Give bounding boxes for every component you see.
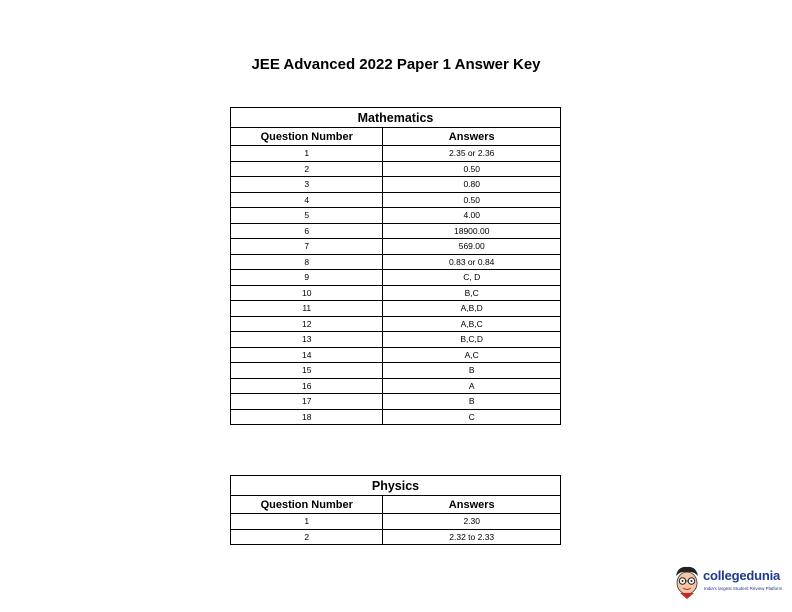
answer-cell: C [383,409,561,425]
question-number-cell: 5 [231,208,383,224]
table-row [231,529,561,545]
answer-cell: B [383,363,561,379]
question-number-cell: 12 [231,316,383,332]
answer-cell: 18900.00 [383,223,561,239]
table-row [231,285,561,301]
question-number-cell: 1 [231,514,383,530]
table-row [231,514,561,530]
answer-cell: A,B,C [383,316,561,332]
question-number-cell: 14 [231,347,383,363]
answer-cell: B,C,D [383,332,561,348]
table-row [231,177,561,193]
question-number-cell: 4 [231,192,383,208]
question-number-cell: 1 [231,146,383,162]
answer-cell: A,C [383,347,561,363]
answer-cell: 0.83 or 0.84 [383,254,561,270]
answer-cell: 569.00 [383,239,561,255]
table-row [231,146,561,162]
answer-cell: 4.00 [383,208,561,224]
table-row [231,301,561,317]
answer-cell: 0.50 [383,192,561,208]
answer-cell: B,C [383,285,561,301]
question-number-cell: 11 [231,301,383,317]
table-row [231,378,561,394]
answers-header: Answers [383,128,561,146]
mathematics-heading: Mathematics [231,108,561,128]
question-number-cell: 13 [231,332,383,348]
question-number-cell: 17 [231,394,383,410]
answer-cell: 0.50 [383,161,561,177]
question-number-cell: 7 [231,239,383,255]
question-number-cell: 8 [231,254,383,270]
question-number-cell: 2 [231,529,383,545]
logo-tagline: India's largest Student Review Platform [704,586,783,591]
answer-cell: 2.35 or 2.36 [383,146,561,162]
answer-cell: 2.30 [383,514,561,530]
mathematics-answer-table [230,107,561,425]
answer-cell: 0.80 [383,177,561,193]
table-row [231,347,561,363]
answers-header: Answers [383,496,561,514]
table-row [231,363,561,379]
table-row [231,254,561,270]
question-number-cell: 3 [231,177,383,193]
question-number-cell: 9 [231,270,383,286]
table-row [231,332,561,348]
question-number-cell: 18 [231,409,383,425]
table-row [231,239,561,255]
answer-cell: A,B,D [383,301,561,317]
answer-cell: 2.32 to 2.33 [383,529,561,545]
table-row [231,192,561,208]
mascot-icon [672,564,702,600]
question-number-cell: 15 [231,363,383,379]
table-row [231,223,561,239]
question-number-cell: 6 [231,223,383,239]
answer-cell: C, D [383,270,561,286]
table-row [231,161,561,177]
answer-cell: B [383,394,561,410]
question-number-cell: 16 [231,378,383,394]
table-row [231,208,561,224]
question-number-cell: 10 [231,285,383,301]
question-number-header: Question Number [231,128,383,146]
table-row [231,409,561,425]
logo-brand: collegedunia [703,568,781,583]
page-title: JEE Advanced 2022 Paper 1 Answer Key [251,56,541,73]
physics-answer-table [230,475,561,545]
question-number-header: Question Number [231,496,383,514]
table-row [231,316,561,332]
collegedunia-logo [672,562,790,602]
table-row [231,270,561,286]
answer-cell: A [383,378,561,394]
physics-heading: Physics [231,476,561,496]
question-number-cell: 2 [231,161,383,177]
table-row [231,394,561,410]
